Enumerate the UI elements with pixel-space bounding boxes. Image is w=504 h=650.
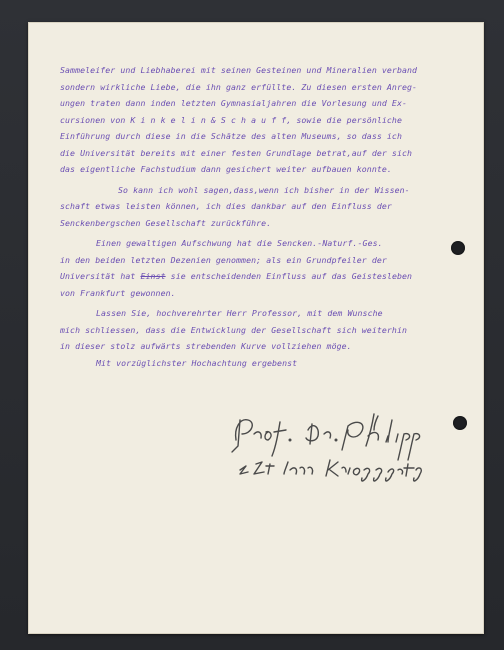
text-line: das eigentliche Fachstudium dann gesichert weiter aufbauen konnte. xyxy=(60,164,392,174)
text-line: Einen gewaltigen Aufschwung hat die Sencken.-Naturf.-Ges. xyxy=(96,238,383,248)
text-line: in den beiden letzten Dezenien genommen; als ein Grundpfeiler der xyxy=(60,254,387,265)
text-segment: Universität hat xyxy=(60,271,136,281)
text-line: Senckenbergschen Gesellschaft zurückführe. xyxy=(60,217,272,228)
text-line-with-strike xyxy=(60,268,460,285)
text-segment: sie entscheidenden Einfluss auf das Geistesleben xyxy=(170,271,413,281)
closing-line: Mit vorzüglichster Hochachtung ergebenst xyxy=(96,357,298,368)
handwritten-signature xyxy=(228,400,478,496)
text-line: sondern wirkliche Liebe, die ihn ganz erfüllte. Zu diesen ersten Anreg- xyxy=(60,81,418,92)
signature-scribble xyxy=(228,400,478,496)
text-line: die Universität bereits mit einer festen Grundlage betrat,auf der sich xyxy=(60,147,413,158)
text-line: Sammeleifer und Liebhaberei mit seinen Gesteinen und Mineralien verband xyxy=(60,65,418,75)
text-line: in dieser stolz aufwärts strebenden Kurve vollziehen möge. xyxy=(60,341,352,351)
text-line: Lassen Sie, hochverehrter Herr Professor, mit dem Wunsche xyxy=(96,308,383,318)
text-line: So kann ich wohl sagen,dass,wenn ich bisher in der Wissen- xyxy=(118,184,410,195)
text-line: mich schliessen, dass die Entwicklung der Gesellschaft sich weiterhin xyxy=(60,324,408,335)
text-line: von Frankfurt gewonnen. xyxy=(60,287,176,298)
text-line: cursionen von K i n k e l i n & S c h a u f f, sowie die persönliche xyxy=(60,114,402,125)
letter-body xyxy=(60,62,460,371)
text-line: Einführung durch diese in die Schätze des alten Museums, so dass ich xyxy=(60,131,402,141)
text-line: schaft etwas leisten können, ich dies dankbar auf den Einfluss der xyxy=(60,201,392,211)
struck-word: Einst xyxy=(140,271,166,281)
text-line: ungen traten dann inden letzten Gymnasialjahren die Vorlesung und Ex- xyxy=(60,98,408,108)
